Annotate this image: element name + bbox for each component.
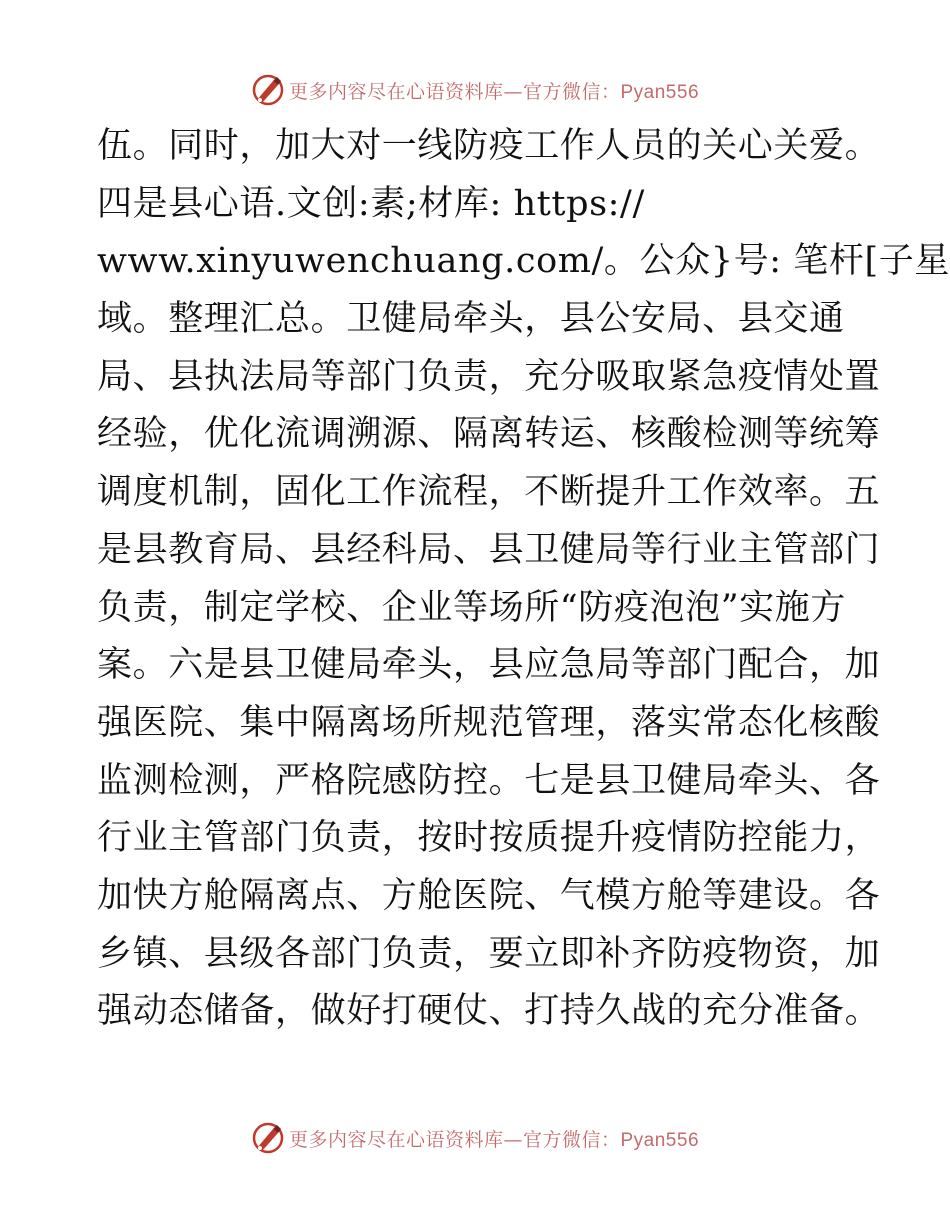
- text-line: 局、县执法局等部门负责，充分吸取紧急疫情处置: [97, 356, 881, 397]
- header-watermark: [0, 70, 950, 110]
- text-line: 是县教育局、县经科局、县卫健局等行业主管部门: [97, 529, 881, 570]
- text-line: www.xinyuwenchuang.com/。公众}号: 笔杆[子星: [97, 241, 950, 282]
- header-watermark-text: 更多内容尽在心语资料库—官方微信：Pyan556: [288, 80, 700, 103]
- text-line: 行业主管部门负责，按时按质提升疫情防控能力，: [97, 818, 881, 859]
- pen-logo-icon: [251, 73, 285, 107]
- text-line: 调度机制，固化工作流程，不断提升工作效率。五: [97, 472, 881, 513]
- pen-logo-icon: [251, 1121, 285, 1155]
- text-line: 负责，制定学校、企业等场所“防疫泡泡”实施方: [97, 587, 846, 628]
- text-line: 域。整理汇总。卫健局牵头，县公安局、县交通: [97, 299, 845, 340]
- text-line: 乡镇、县级各部门负责，要立即补齐防疫物资，加: [97, 933, 881, 974]
- body-text: [97, 118, 950, 1041]
- text-line: 四是县心语.文创:素;材库: https://: [97, 183, 645, 224]
- footer-watermark: [0, 1118, 950, 1158]
- text-line: 监测检测，严格院感防控。七是县卫健局牵头、各: [97, 760, 881, 801]
- text-line: 强医院、集中隔离场所规范管理，落实常态化核酸: [97, 702, 881, 743]
- text-line: 强动态储备，做好打硬仗、打持久战的充分准备。: [97, 991, 881, 1032]
- text-line: 经验，优化流调溯源、隔离转运、核酸检测等统筹: [97, 414, 881, 455]
- text-line: 案。六是县卫健局牵头，县应急局等部门配合，加: [97, 645, 881, 686]
- text-line: 加快方舱隔离点、方舱医院、气模方舱等建设。各: [97, 875, 881, 916]
- footer-watermark-text: 更多内容尽在心语资料库—官方微信：Pyan556: [288, 1128, 700, 1151]
- text-line: 伍。同时，加大对一线防疫工作人员的关心关爱。: [97, 126, 881, 166]
